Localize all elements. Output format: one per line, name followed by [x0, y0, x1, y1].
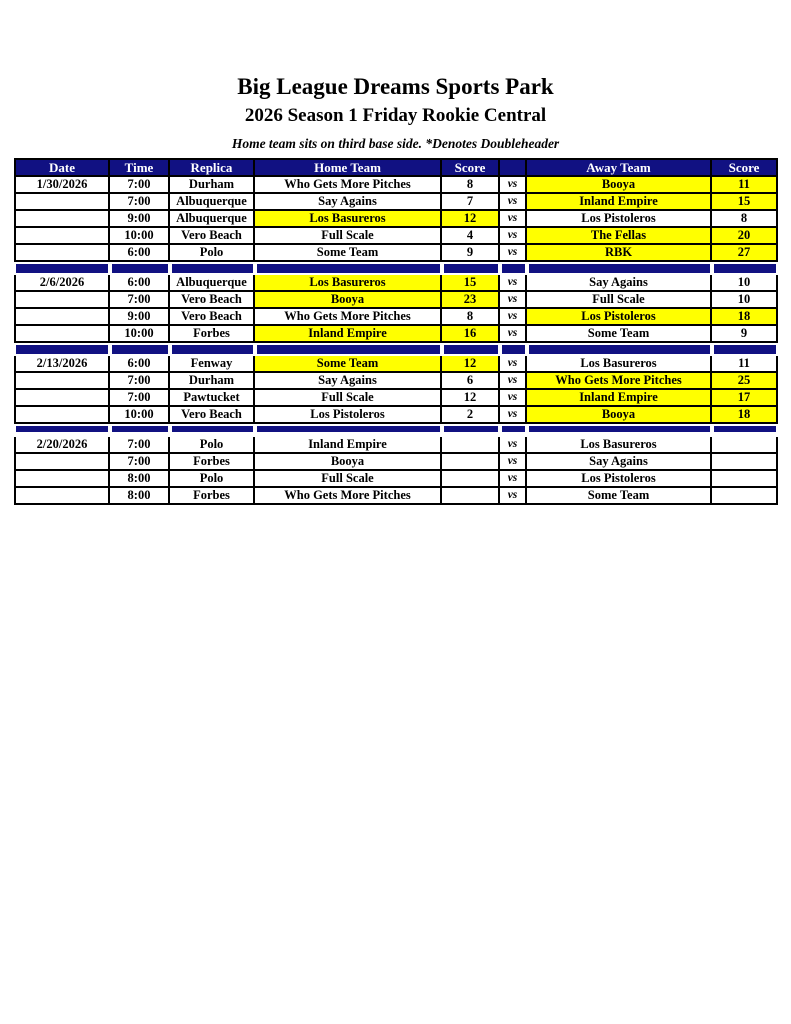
- replica-cell: Vero Beach: [170, 309, 255, 326]
- time-cell: 9:00: [110, 309, 170, 326]
- page-title: Big League Dreams Sports Park: [237, 74, 554, 99]
- replica-cell: Vero Beach: [170, 407, 255, 424]
- away-team-cell: Full Scale: [527, 292, 712, 309]
- vs-cell: vs: [500, 454, 527, 471]
- away-team-cell: Booya: [527, 177, 712, 194]
- replica-cell: Vero Beach: [170, 292, 255, 309]
- away-score-cell: 10: [712, 292, 778, 309]
- home-score-cell: 8: [442, 177, 500, 194]
- separator-cell: [170, 343, 255, 356]
- home-score-cell: 4: [442, 228, 500, 245]
- replica-cell: Albuquerque: [170, 275, 255, 292]
- away-team-cell: Say Agains: [527, 454, 712, 471]
- away-score-cell: 11: [712, 356, 778, 373]
- away-score-cell: 9: [712, 326, 778, 343]
- header-away-team-cell: Away Team: [527, 158, 712, 177]
- vs-cell: vs: [500, 373, 527, 390]
- home-team-cell: Los Basureros: [255, 275, 442, 292]
- away-score-cell: 8: [712, 211, 778, 228]
- home-score-cell: 7: [442, 194, 500, 211]
- time-cell: 6:00: [110, 245, 170, 262]
- home-team-cell: Some Team: [255, 356, 442, 373]
- separator-cell: [712, 424, 778, 437]
- time-cell: 10:00: [110, 407, 170, 424]
- home-team-cell: Say Agains: [255, 194, 442, 211]
- away-score-cell: 17: [712, 390, 778, 407]
- separator-cell: [527, 424, 712, 437]
- time-cell: 7:00: [110, 177, 170, 194]
- home-score-cell: 12: [442, 390, 500, 407]
- away-team-cell: Inland Empire: [527, 390, 712, 407]
- home-team-cell: Full Scale: [255, 228, 442, 245]
- away-team-cell: Inland Empire: [527, 194, 712, 211]
- time-cell: 7:00: [110, 373, 170, 390]
- vs-cell: vs: [500, 309, 527, 326]
- replica-cell: Durham: [170, 373, 255, 390]
- separator-cell: [442, 343, 500, 356]
- away-team-cell: RBK: [527, 245, 712, 262]
- page-note: Home team sits on third base side. *Denotes Doubleheader: [231, 136, 560, 152]
- home-team-cell: Who Gets More Pitches: [255, 309, 442, 326]
- away-team-cell: Los Basureros: [527, 356, 712, 373]
- away-score-cell: [712, 488, 778, 505]
- vs-cell: vs: [500, 326, 527, 343]
- home-score-cell: [442, 454, 500, 471]
- away-team-cell: Los Basureros: [527, 437, 712, 454]
- vs-cell: vs: [500, 471, 527, 488]
- home-score-cell: 15: [442, 275, 500, 292]
- game-row: [14, 326, 778, 343]
- header-vs-cell: [500, 158, 527, 177]
- time-cell: 7:00: [110, 390, 170, 407]
- game-row: [14, 228, 778, 245]
- home-team-cell: Los Pistoleros: [255, 407, 442, 424]
- away-score-cell: 20: [712, 228, 778, 245]
- time-cell: 7:00: [110, 194, 170, 211]
- replica-cell: Vero Beach: [170, 228, 255, 245]
- game-row: [14, 245, 778, 262]
- vs-cell: vs: [500, 245, 527, 262]
- away-score-cell: 18: [712, 407, 778, 424]
- away-team-cell: Some Team: [527, 488, 712, 505]
- game-row: [14, 194, 778, 211]
- game-row: [14, 488, 778, 505]
- vs-cell: vs: [500, 292, 527, 309]
- date-cell: [14, 309, 110, 326]
- header-time-cell: Time: [110, 158, 170, 177]
- header-away-score-cell: Score: [712, 158, 778, 177]
- date-cell: [14, 488, 110, 505]
- replica-cell: Albuquerque: [170, 194, 255, 211]
- vs-cell: vs: [500, 390, 527, 407]
- replica-cell: Polo: [170, 245, 255, 262]
- date-cell: 2/20/2026: [14, 437, 110, 454]
- game-row: [14, 211, 778, 228]
- separator-cell: [712, 343, 778, 356]
- away-team-cell: Los Pistoleros: [527, 471, 712, 488]
- date-cell: [14, 228, 110, 245]
- home-score-cell: 2: [442, 407, 500, 424]
- away-score-cell: 15: [712, 194, 778, 211]
- separator-cell: [442, 424, 500, 437]
- home-team-cell: Booya: [255, 454, 442, 471]
- away-score-cell: 18: [712, 309, 778, 326]
- vs-cell: vs: [500, 177, 527, 194]
- away-score-cell: [712, 471, 778, 488]
- game-row: [14, 471, 778, 488]
- separator-cell: [170, 424, 255, 437]
- away-team-cell: Some Team: [527, 326, 712, 343]
- home-team-cell: Say Agains: [255, 373, 442, 390]
- date-cell: 2/13/2026: [14, 356, 110, 373]
- date-cell: [14, 373, 110, 390]
- separator-cell: [110, 343, 170, 356]
- game-row: [14, 390, 778, 407]
- replica-cell: Polo: [170, 437, 255, 454]
- home-team-cell: Full Scale: [255, 471, 442, 488]
- separator-cell: [14, 262, 110, 275]
- separator-cell: [170, 262, 255, 275]
- home-score-cell: 6: [442, 373, 500, 390]
- away-team-cell: Los Pistoleros: [527, 309, 712, 326]
- home-score-cell: 8: [442, 309, 500, 326]
- away-score-cell: [712, 454, 778, 471]
- separator-cell: [500, 424, 527, 437]
- away-score-cell: 10: [712, 275, 778, 292]
- separator-cell: [255, 424, 442, 437]
- vs-cell: vs: [500, 488, 527, 505]
- date-cell: [14, 326, 110, 343]
- date-cell: [14, 194, 110, 211]
- replica-cell: Durham: [170, 177, 255, 194]
- home-score-cell: 12: [442, 211, 500, 228]
- home-score-cell: [442, 437, 500, 454]
- game-row: [14, 373, 778, 390]
- vs-cell: vs: [500, 407, 527, 424]
- home-team-cell: Inland Empire: [255, 437, 442, 454]
- home-team-cell: Who Gets More Pitches: [255, 177, 442, 194]
- vs-cell: vs: [500, 356, 527, 373]
- away-score-cell: 11: [712, 177, 778, 194]
- separator-cell: [110, 424, 170, 437]
- time-cell: 9:00: [110, 211, 170, 228]
- replica-cell: Pawtucket: [170, 390, 255, 407]
- away-team-cell: Los Pistoleros: [527, 211, 712, 228]
- game-row: [14, 177, 778, 194]
- date-cell: [14, 292, 110, 309]
- schedule-table: [14, 158, 778, 505]
- replica-cell: Forbes: [170, 488, 255, 505]
- replica-cell: Forbes: [170, 326, 255, 343]
- game-row: [14, 437, 778, 454]
- home-score-cell: [442, 488, 500, 505]
- separator-cell: [14, 343, 110, 356]
- header-home-score-cell: Score: [442, 158, 500, 177]
- time-cell: 7:00: [110, 437, 170, 454]
- home-team-cell: Inland Empire: [255, 326, 442, 343]
- separator-cell: [527, 343, 712, 356]
- separator-cell: [442, 262, 500, 275]
- game-row: [14, 407, 778, 424]
- separator-row: [14, 424, 778, 437]
- home-score-cell: [442, 471, 500, 488]
- separator-cell: [712, 262, 778, 275]
- separator-row: [14, 343, 778, 356]
- date-cell: 2/6/2026: [14, 275, 110, 292]
- home-team-cell: Booya: [255, 292, 442, 309]
- home-score-cell: 23: [442, 292, 500, 309]
- home-team-cell: Who Gets More Pitches: [255, 488, 442, 505]
- home-team-cell: Los Basureros: [255, 211, 442, 228]
- away-score-cell: 25: [712, 373, 778, 390]
- vs-cell: vs: [500, 194, 527, 211]
- page-header: [0, 0, 791, 152]
- home-team-cell: Full Scale: [255, 390, 442, 407]
- separator-cell: [500, 343, 527, 356]
- time-cell: 10:00: [110, 326, 170, 343]
- game-row: [14, 454, 778, 471]
- replica-cell: Polo: [170, 471, 255, 488]
- away-team-cell: The Fellas: [527, 228, 712, 245]
- time-cell: 7:00: [110, 454, 170, 471]
- home-team-cell: Some Team: [255, 245, 442, 262]
- separator-cell: [255, 262, 442, 275]
- game-row: [14, 309, 778, 326]
- time-cell: 8:00: [110, 488, 170, 505]
- table-header-row: [14, 158, 778, 177]
- game-row: [14, 356, 778, 373]
- separator-cell: [255, 343, 442, 356]
- page-subtitle: 2026 Season 1 Friday Rookie Central: [244, 105, 547, 127]
- away-score-cell: [712, 437, 778, 454]
- date-cell: 1/30/2026: [14, 177, 110, 194]
- vs-cell: vs: [500, 211, 527, 228]
- time-cell: 6:00: [110, 356, 170, 373]
- replica-cell: Albuquerque: [170, 211, 255, 228]
- game-row: [14, 275, 778, 292]
- home-score-cell: 12: [442, 356, 500, 373]
- header-replica-cell: Replica: [170, 158, 255, 177]
- header-date-cell: Date: [14, 158, 110, 177]
- time-cell: 7:00: [110, 292, 170, 309]
- replica-cell: Forbes: [170, 454, 255, 471]
- date-cell: [14, 471, 110, 488]
- game-row: [14, 292, 778, 309]
- time-cell: 6:00: [110, 275, 170, 292]
- vs-cell: vs: [500, 275, 527, 292]
- date-cell: [14, 390, 110, 407]
- vs-cell: vs: [500, 437, 527, 454]
- home-score-cell: 9: [442, 245, 500, 262]
- separator-row: [14, 262, 778, 275]
- separator-cell: [500, 262, 527, 275]
- date-cell: [14, 211, 110, 228]
- date-cell: [14, 407, 110, 424]
- time-cell: 8:00: [110, 471, 170, 488]
- schedule-table-body: [14, 158, 778, 505]
- replica-cell: Fenway: [170, 356, 255, 373]
- separator-cell: [14, 424, 110, 437]
- date-cell: [14, 454, 110, 471]
- away-team-cell: Booya: [527, 407, 712, 424]
- separator-cell: [110, 262, 170, 275]
- separator-cell: [527, 262, 712, 275]
- time-cell: 10:00: [110, 228, 170, 245]
- vs-cell: vs: [500, 228, 527, 245]
- away-team-cell: Say Agains: [527, 275, 712, 292]
- away-score-cell: 27: [712, 245, 778, 262]
- header-home-team-cell: Home Team: [255, 158, 442, 177]
- home-score-cell: 16: [442, 326, 500, 343]
- date-cell: [14, 245, 110, 262]
- away-team-cell: Who Gets More Pitches: [527, 373, 712, 390]
